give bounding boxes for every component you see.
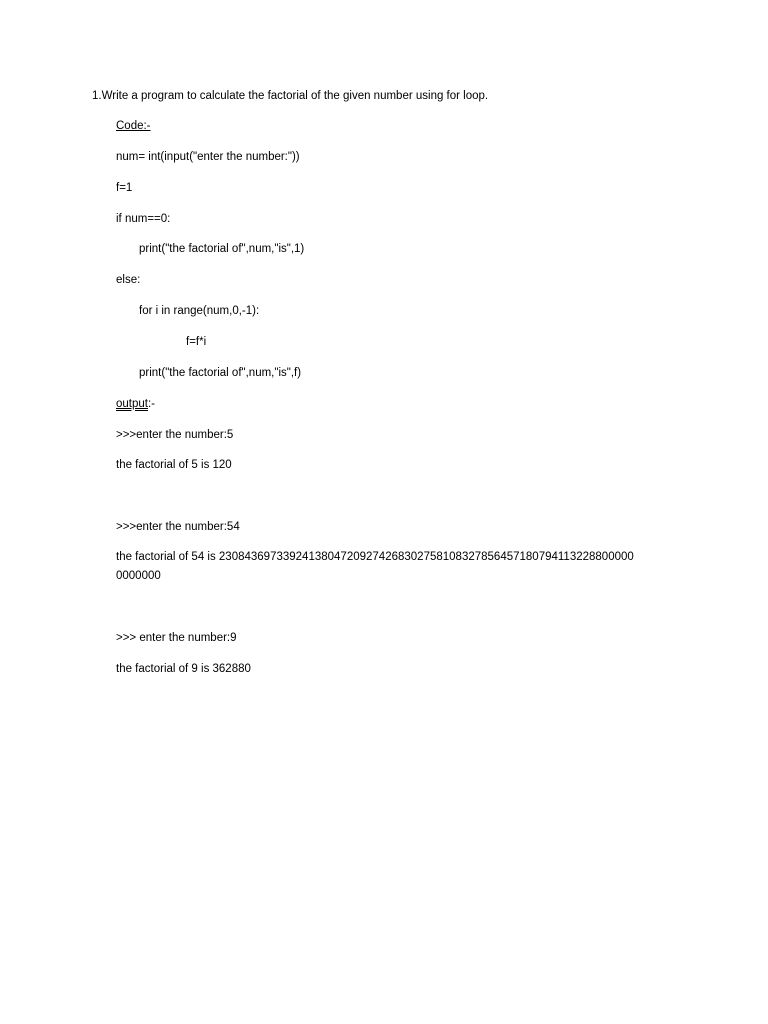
code-line: f=1 <box>116 182 133 194</box>
code-line: else: <box>116 274 141 286</box>
code-line: if num==0: <box>116 213 171 225</box>
output-line: >>> enter the number:9 <box>116 632 237 644</box>
code-heading: Code:- <box>116 120 151 132</box>
output-line: the factorial of 9 is 362880 <box>116 663 251 675</box>
code-line: for i in range(num,0,-1): <box>139 305 260 317</box>
output-line: the factorial of 54 is 230843697339241380472092742683027581083278564571807941132288000000000000 <box>116 551 634 582</box>
code-line: print("the factorial of",num,"is",f) <box>139 367 302 379</box>
output-heading-word: output <box>116 398 148 410</box>
code-line: print("the factorial of",num,"is",1) <box>139 243 305 255</box>
output-line: the factorial of 5 is 120 <box>116 459 232 471</box>
question-heading: 1.Write a program to calculate the factorial of the given number using for loop. <box>92 90 489 102</box>
output-line: >>>enter the number:54 <box>116 521 240 533</box>
output-heading <box>116 397 155 411</box>
output-heading-suffix: :- <box>147 398 156 410</box>
output-line: >>>enter the number:5 <box>116 429 234 441</box>
code-line: f=f*i <box>186 336 207 348</box>
code-line: num= int(input("enter the number:")) <box>116 151 300 163</box>
